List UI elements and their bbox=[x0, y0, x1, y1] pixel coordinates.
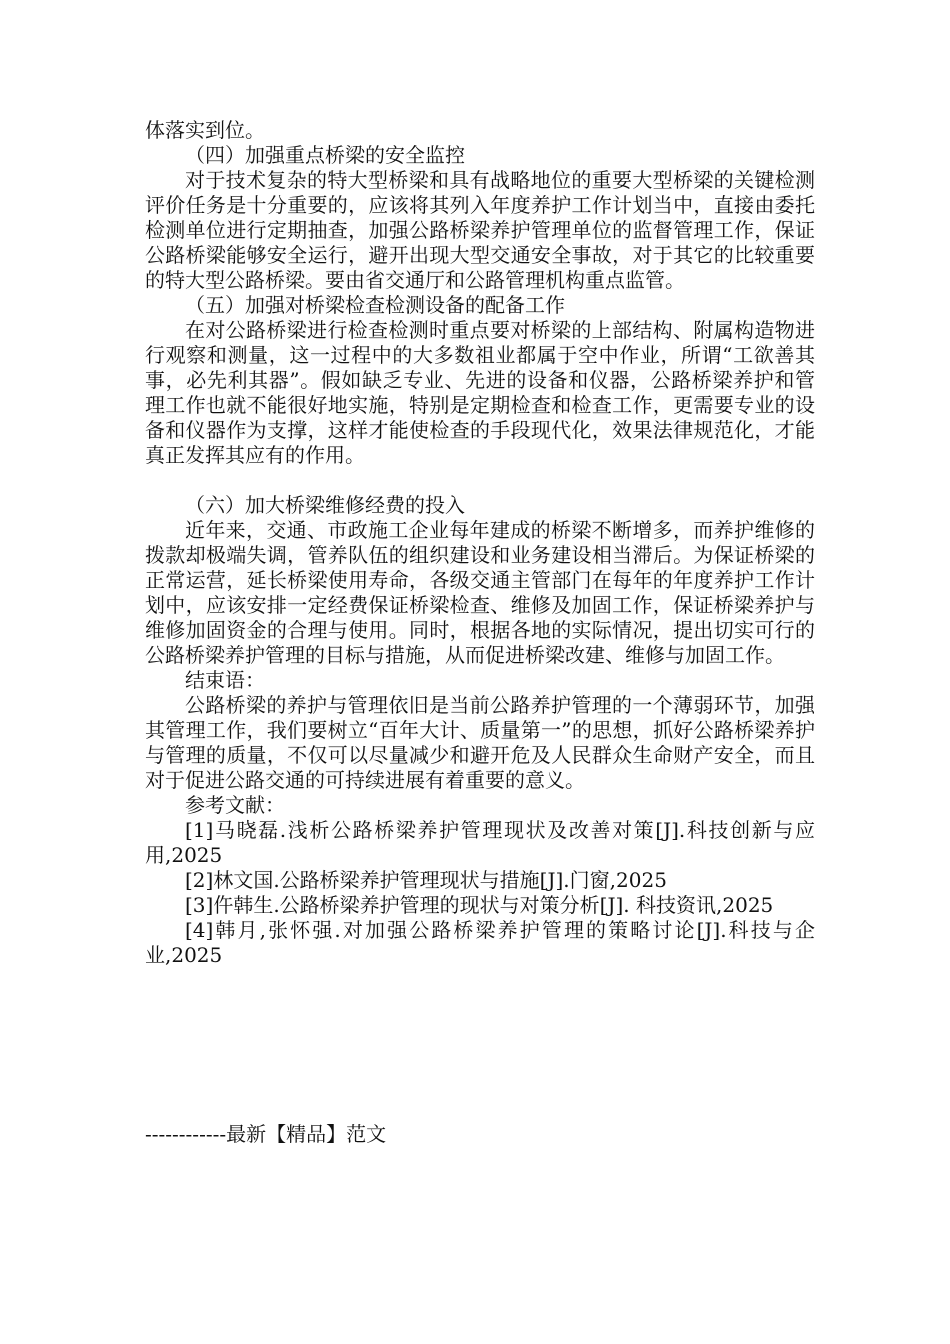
conclusion-title: 结束语： bbox=[185, 668, 265, 692]
paragraph-gap bbox=[145, 468, 815, 493]
reference-item-4: [4]韩月,张怀强.对加强公路桥梁养护管理的策略讨论[J].科技与企业,2025 bbox=[145, 918, 815, 967]
reference-item-2: [2]林文国.公路桥梁养护管理现状与措施[J].门窗,2025 bbox=[185, 868, 667, 892]
references-title: 参考文献： bbox=[185, 793, 285, 817]
intro-line: 体落实到位。 bbox=[145, 118, 265, 142]
section-paragraph-4: 对于技术复杂的特大型桥梁和具有战略地位的重要大型桥梁的关键检测评价任务是十分重要的，应该将其列入年度养护工作计划当中，直接由委托检测单位进行定期抽查，加强公路桥梁养护管理单位的监督管理工作，保证公路桥梁能够安全运行，避开出现大型交通安全事故，对于其它的比较重要的特大型公路桥梁。要由省交通厅和公路管理机构重点监管。 bbox=[145, 168, 815, 292]
document-body bbox=[145, 118, 815, 968]
section-heading-5: （五）加强对桥梁检查检测设备的配备工作 bbox=[185, 293, 565, 317]
section-heading-6: （六）加大桥梁维修经费的投入 bbox=[185, 493, 465, 517]
section-paragraph-6: 近年来，交通、市政施工企业每年建成的桥梁不断增多，而养护维修的拨款却极端失调，管养队伍的组织建设和业务建设相当滞后。为保证桥梁的正常运营，延长桥梁使用寿命，各级交通主管部门在每年的年度养护工作计划中，应该安排一定经费保证桥梁检查、维修及加固工作，保证桥梁养护与维修加固资金的合理与使用。同时，根据各地的实际情况，提出切实可行的公路桥梁养护管理的目标与措施，从而促进桥梁改建、维修与加固工作。 bbox=[145, 518, 815, 667]
section-heading-4: （四）加强重点桥梁的安全监控 bbox=[185, 143, 465, 167]
reference-item-3: [3]仵韩生.公路桥梁养护管理的现状与对策分析[J]. 科技资讯,2025 bbox=[185, 893, 774, 917]
section-paragraph-5: 在对公路桥梁进行检查检测时重点要对桥梁的上部结构、附属构造物进行观察和测量，这一过程中的大多数祖业都属于空中作业，所谓“工欲善其事，必先利其器”。假如缺乏专业、先进的设备和仪器，公路桥梁养护和管理工作也就不能很好地实施，特别是定期检查和检查工作，更需要专业的设备和仪器作为支撑，这样才能使检查的手段现代化，效果法律规范化，才能真正发挥其应有的作用。 bbox=[145, 318, 815, 467]
reference-item-1: [1]马晓磊.浅析公路桥梁养护管理现状及改善对策[J].科技创新与应用,2025 bbox=[145, 818, 815, 867]
footer-banner: ------------最新【精品】范文 bbox=[145, 1122, 387, 1146]
conclusion-paragraph: 公路桥梁的养护与管理依旧是当前公路养护管理的一个薄弱环节，加强其管理工作，我们要树立“百年大计、质量第一”的思想，抓好公路桥梁养护与管理的质量，不仅可以尽量减少和避开危及人民群众生命财产安全，而且对于促进公路交通的可持续进展有着重要的意义。 bbox=[145, 693, 815, 792]
